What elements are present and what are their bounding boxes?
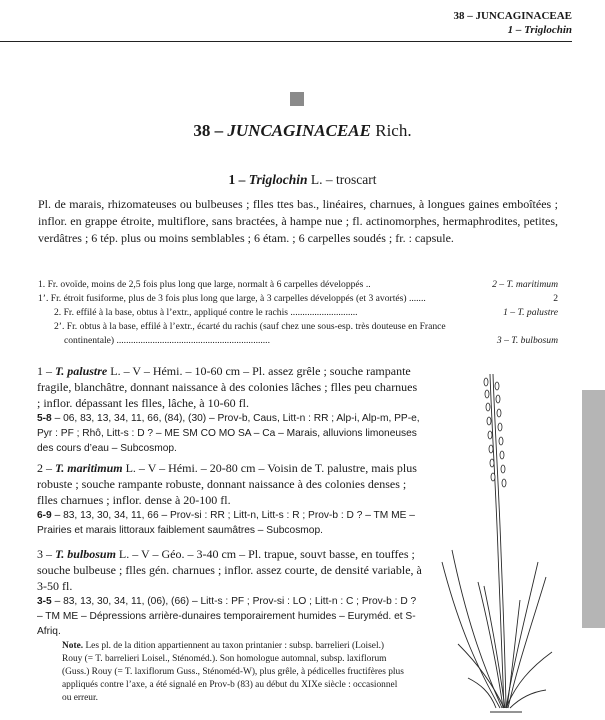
running-header-genus: 1 – Triglochin bbox=[507, 24, 572, 36]
header-rule bbox=[0, 41, 572, 42]
note-label: Note. bbox=[62, 641, 84, 651]
genus-number: 1 – bbox=[228, 172, 246, 187]
family-name: JUNCAGINACEAE bbox=[227, 121, 371, 140]
genus-common-name: – troscart bbox=[325, 172, 377, 187]
footnote bbox=[62, 640, 404, 705]
species-name: T. bulbosum bbox=[55, 547, 116, 561]
species-description: L. – V – Géo. – 3-40 cm – Pl. trapue, souvt basse, en touffes ; souche bulbeuse ; flles gén. charnues ; inflor. assez courte, de densité variable, à 3-50 fl. bbox=[37, 547, 422, 593]
genus-author: L. bbox=[310, 172, 323, 187]
species-number: 2 – bbox=[37, 461, 52, 475]
species-distribution: – 83, 13, 30, 34, 11, 66 – Prov-si : RR ; Litt-n, Litt-s : R ; Prov-b : D ? – TM ME – Prairies et marais littoraux faiblement saumâtres – Subcosmop. bbox=[37, 510, 415, 536]
key-lead: 2’. Fr. obtus à la base, effilé à l’extr., écarté du rachis (sauf chez une sous-esp. très douteuse en France bbox=[54, 321, 446, 332]
species-description: L. – V – Hémi. – 10-60 cm – Pl. assez grêle ; souche rampante fragile, blanchâtre, donnant naissance à des colonies lâches ; flles peu charnues ; inflor. dépassant les flles, lâche, à 10-60 fl. bbox=[37, 364, 418, 410]
flowering-months: 3-5 bbox=[37, 596, 52, 607]
flowering-months: 6-9 bbox=[37, 510, 52, 521]
section-square-icon bbox=[290, 92, 304, 106]
species-entry bbox=[37, 460, 422, 538]
species-entry bbox=[37, 363, 422, 456]
species-number: 3 – bbox=[37, 547, 52, 561]
species-distribution: – 06, 83, 13, 34, 11, 66, (84), (30) – Prov-b, Caus, Litt-n : RR ; Alp-i, Alp-m, PP-e, Pyr : PF ; Rhô, Litt-s : D ? – ME SM CO MO SA – Ca – Marais, alluvions limoneuses des cours d’eau – Subcosmop. bbox=[37, 413, 420, 454]
key-lead: 1’. Fr. étroit fusiforme, plus de 3 fois plus long que large, à 3 carpelles développés (et 3 avortés) bbox=[38, 293, 407, 304]
triglochin-illustration bbox=[420, 372, 570, 717]
key-lead: 2. Fr. effilé à la base, obtus à l’extr., appliqué contre le rachis bbox=[54, 307, 288, 318]
key-result: 1 – T. palustre bbox=[503, 307, 558, 318]
key-result: 2 – T. maritimum bbox=[492, 279, 558, 290]
species-name: T. maritimum bbox=[55, 461, 123, 475]
species-name: T. palustre bbox=[55, 364, 108, 378]
key-lead-continued: continentale) bbox=[64, 335, 115, 346]
flowering-months: 5-8 bbox=[37, 413, 52, 424]
key-line-4 bbox=[54, 320, 558, 334]
key-line-2: 1’. Fr. étroit fusiforme, plus de 3 fois plus long que large, à 3 carpelles développés (et 3 avortés) ....... 2 bbox=[38, 293, 558, 304]
thumb-tab bbox=[582, 390, 605, 628]
species-entry bbox=[37, 546, 422, 639]
genus-description: Pl. de marais, rhizomateuses ou bulbeuses ; flles ttes bas., linéaires, charnues, à longues gaines emboîtées ; inflor. en grappe étroite, multiflore, sans bractées, à hampe nue ; fl. actinomorphes, hermaphrodites, petites, verdâtres ; 6 tép. plus ou moins semblables ; 6 étam. ; 6 carpelles soudés ; fr. : capsule. bbox=[38, 197, 558, 245]
key-result: 2 bbox=[553, 293, 558, 304]
key-lead: 1. Fr. ovoïde, moins de 2,5 fois plus long que large, normalt à 6 carpelles développés bbox=[38, 279, 364, 290]
genus-heading bbox=[0, 172, 605, 188]
species-distribution: – 83, 13, 30, 34, 11, (06), (66) – Litt-s : PF ; Prov-si : LO ; Litt-n : C ; Prov-b : D ? – TM ME – Dépressions arrière-dunaires temporairement humides – Euryméd. et S-Afriq. bbox=[37, 596, 417, 637]
genus-name: Triglochin bbox=[248, 172, 308, 187]
species-number: 1 – bbox=[37, 364, 52, 378]
family-number: 38 – bbox=[193, 121, 224, 140]
key-line-1: 1. Fr. ovoïde, moins de 2,5 fois plus long que large, normalt à 6 carpelles développés .. 2 – T. maritimum bbox=[38, 279, 558, 290]
running-header-family: 38 – JUNCAGINACEAE bbox=[453, 10, 572, 22]
family-heading bbox=[0, 121, 605, 141]
note-text: Les pl. de la dition appartiennent au taxon printanier : subsp. barrelieri (Loisel.) Rouy (= T. barrelieri Loisel., Sténoméd.). Son homologue automnal, subsp. laxiflorum (Guss.) Rouy (= T. laxiflorum Guss., Sténoméd-W), plus grêle, à pédicelles fructifères plus appliqués contre l’axe, a été signalé en Prov-b (83) au début du XIXe siècle : occasionnel ou erreur. bbox=[62, 641, 404, 703]
key-line-3: 2. Fr. effilé à la base, obtus à l’extr., appliqué contre le rachis ............................ 1 – T. palustre bbox=[54, 307, 558, 318]
key-result: 3 – T. bulbosum bbox=[496, 335, 558, 346]
family-author: Rich. bbox=[375, 121, 412, 140]
key-line-4b: continentale) ................................................................ 3 – T. bulbosum bbox=[64, 335, 558, 346]
species-description: L. – V – Hémi. – 20-80 cm – Voisin de T. palustre, mais plus robuste ; souche rampante robuste, donnant naissance à des colonies denses ; flles charnues ; inflor. dense à 20-100 fl. bbox=[37, 461, 417, 507]
